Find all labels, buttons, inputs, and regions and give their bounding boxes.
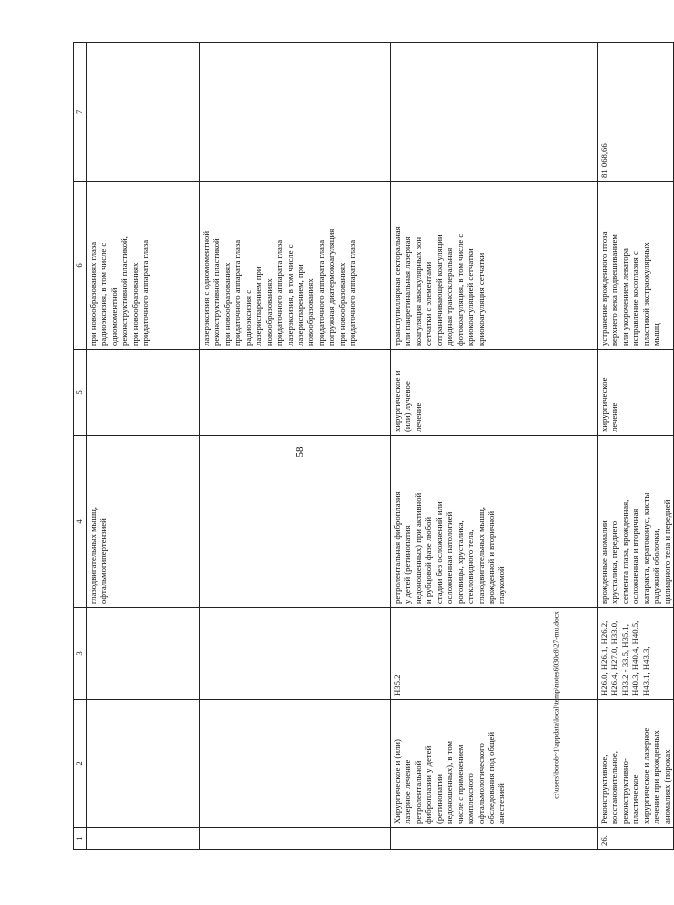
cell-text-line: цилиарного тела и передней bbox=[661, 499, 672, 604]
cost-cell bbox=[391, 43, 598, 182]
cell-text-line: погружная диатермокоагуляция bbox=[326, 228, 337, 346]
cell-text-line: реконструктивно- bbox=[619, 758, 630, 824]
cell-text-line: отграничивающей коагуляции bbox=[433, 234, 444, 346]
file-path-footer: c:\users\borob~1\appdata\local\temp\notes6030c8\27-mu.docx bbox=[551, 611, 561, 799]
cell-text-line: фиброплазии у детей bbox=[423, 745, 434, 824]
cell-text-line: аномалиях (пороках bbox=[661, 749, 672, 824]
cell-text-line: при новообразованиях глаза bbox=[88, 241, 98, 346]
cell-text-line: лазериспарением при bbox=[253, 266, 264, 346]
cost-cell bbox=[200, 43, 391, 182]
diagnosis-cell bbox=[391, 436, 598, 608]
treatment-method-cell bbox=[598, 182, 674, 350]
cell-text-line: мышц bbox=[651, 323, 662, 346]
treatment-type-cell bbox=[200, 350, 391, 436]
care-type-cell bbox=[87, 700, 200, 828]
treatment-type-cell bbox=[87, 350, 200, 436]
cost-cell: 81 068,66 bbox=[598, 43, 674, 182]
column-number: 5 bbox=[74, 350, 87, 436]
cell-text-line: придаточного аппарата глаза bbox=[232, 239, 243, 346]
cell-text-line: лечение bbox=[412, 402, 423, 432]
cell-text-line: стадии без осложнений или bbox=[433, 501, 444, 604]
column-number: 4 bbox=[74, 436, 87, 608]
cell-text-line: диодная транссклеральная bbox=[444, 247, 455, 346]
cell-text-line: комплексного bbox=[465, 773, 476, 824]
cell-text-line: и рубцовой фазе любой bbox=[423, 516, 434, 604]
cell-text-line: криокоагуляция сетчатки bbox=[475, 252, 486, 346]
cell-text-line: недоношенных), в том bbox=[444, 740, 455, 824]
rotated-page bbox=[73, 43, 672, 850]
cell-text-line: ретролентальной bbox=[412, 760, 423, 824]
cell-text-line: анестезией bbox=[496, 783, 507, 824]
cell-text-line: сегмента глаза, врожденная, bbox=[619, 499, 630, 604]
cell-text-line: одномоментной bbox=[108, 287, 119, 346]
cell-text-line: радиоэксизия с bbox=[242, 289, 253, 346]
cell-text-line: устранение врожденного птоза bbox=[599, 231, 609, 346]
cell-text-line: радужной оболочки, bbox=[651, 528, 662, 604]
cell-text-line: придаточного аппарата глаза bbox=[347, 239, 358, 346]
cell-text-line: врожденной и вторичной bbox=[485, 510, 496, 604]
page-number: 58 bbox=[294, 446, 306, 458]
treatment-method-cell bbox=[200, 182, 391, 350]
cell-text-line: хрусталика, переднего bbox=[609, 520, 620, 604]
cell-text-line: криокоагуляцией сетчатки bbox=[465, 248, 476, 346]
cell-text-line: при новообразованиях bbox=[336, 262, 347, 346]
row-number-cell bbox=[87, 828, 200, 850]
treatment-type-cell bbox=[598, 350, 674, 436]
cell-text-line: у детей (ретинопатия bbox=[402, 525, 413, 604]
cell-text-line: сетчатки с элементами bbox=[423, 261, 434, 346]
row-number-cell bbox=[391, 828, 598, 850]
treatment-type-cell bbox=[391, 350, 598, 436]
cell-text-line: ретролентальная фиброплазия bbox=[392, 491, 402, 604]
row-number-cell: 26. bbox=[598, 828, 674, 850]
cell-text-line: придаточного аппарата глаза bbox=[274, 239, 285, 346]
cell-text-line: реконструктивной пластикой, bbox=[119, 236, 130, 346]
column-number: 2 bbox=[74, 700, 87, 828]
row-number-cell bbox=[200, 828, 391, 850]
cell-text-line: лазериспарением, при bbox=[294, 264, 305, 346]
cell-text-line: фотокоагуляция, в том числе с bbox=[454, 233, 465, 346]
cell-text-line: или укорочением леватора bbox=[619, 248, 630, 346]
cell-text-line: коагуляция аваскулярных зон bbox=[412, 237, 423, 346]
diagnosis-cell bbox=[598, 436, 674, 608]
cell-text-line: катаракта, кератоконус, кисты bbox=[640, 492, 651, 604]
diagnosis-cell bbox=[200, 436, 391, 608]
cell-text-line: новообразованиях bbox=[263, 278, 274, 346]
table-row bbox=[200, 43, 391, 850]
cell-text-line: верхнего века подвешиванием bbox=[609, 234, 620, 346]
icd-code-cell: H35.2 bbox=[391, 608, 598, 700]
table-row bbox=[87, 43, 200, 850]
cell-text-line: радиоэксизия, в том числе с bbox=[98, 242, 109, 346]
cell-text-line: Хирургическое и (или) bbox=[392, 739, 402, 824]
cell-text-line: недоношенных) при активной bbox=[412, 492, 423, 604]
cell-text-line: восстановительное, bbox=[609, 751, 620, 824]
cell-text-line: глаукомой bbox=[496, 566, 507, 604]
medical-services-table bbox=[73, 42, 674, 850]
cell-text-line: лазерэксизия с одномоментной bbox=[201, 230, 211, 346]
care-type-cell bbox=[598, 700, 674, 828]
cell-text-line: при новообразованиях bbox=[129, 262, 140, 346]
cell-text-line: лазерэксизия, в том числе с bbox=[284, 244, 295, 346]
cell-text-line: (или) лучевое bbox=[402, 381, 413, 432]
cell-text-line: при новообразованиях bbox=[221, 262, 232, 346]
cell-text-line: офтальмологического bbox=[475, 743, 486, 824]
cell-text-line: врожденные аномалии bbox=[599, 520, 609, 604]
cell-text-line: пластикой экстраокулярных bbox=[640, 242, 651, 346]
treatment-method-cell bbox=[391, 182, 598, 350]
column-number: 1 bbox=[74, 828, 87, 850]
cell-text-line: пластическое bbox=[630, 774, 641, 824]
cell-text-line: осложненная патологией bbox=[444, 511, 455, 604]
cell-text-line: реконструктивной пластикой bbox=[211, 238, 222, 346]
cell-text-line: исправление косоглазия с bbox=[630, 251, 641, 346]
table-row bbox=[598, 43, 674, 850]
cell-text-line: транспупиллярная секторальная bbox=[392, 226, 402, 346]
column-number: 3 bbox=[74, 608, 87, 700]
cell-text-line: стекловидного тела, bbox=[465, 529, 476, 604]
cell-text-line: Реконструктивное, bbox=[599, 754, 609, 824]
cell-text-line: офтальмогипертензией bbox=[98, 518, 109, 604]
icd-code-cell bbox=[87, 608, 200, 700]
table-row bbox=[391, 43, 598, 850]
cell-text-line: хирургическое bbox=[599, 377, 609, 432]
cell-text-line: осложненная и вторичная bbox=[630, 508, 641, 604]
cell-text-line: числе с применением bbox=[454, 744, 465, 824]
diagnosis-cell bbox=[87, 436, 200, 608]
cell-text-line: лечение при врожденных bbox=[651, 730, 662, 824]
column-number: 6 bbox=[74, 182, 87, 350]
cell-text-line: глазодвигательных мышц, bbox=[475, 507, 486, 604]
cell-text-line: (ретинопатии bbox=[433, 774, 444, 824]
cell-text-line: хирургическое и bbox=[392, 370, 402, 432]
cell-text-line: лазерное лечение bbox=[402, 759, 413, 824]
care-type-cell bbox=[391, 700, 598, 828]
cell-text-line: роговицы, хрусталика, bbox=[454, 520, 465, 604]
cell-text-line: лечение bbox=[609, 402, 620, 432]
icd-code-cell bbox=[200, 608, 391, 700]
column-number: 7 bbox=[74, 43, 87, 182]
column-number-row bbox=[74, 43, 87, 850]
cell-text-line: обследования под общей bbox=[485, 731, 496, 824]
treatment-method-cell bbox=[87, 182, 200, 350]
cell-text-line: новообразованиях bbox=[305, 278, 316, 346]
cell-text-line: глазодвигательных мышц, bbox=[88, 507, 98, 604]
icd-code-cell: H26.0, H26.1, H26.2, H26.4, H27.0, H33.0, H33.2 - 33.5, H35.1, H40.3, H40.4, H40.5, H43.1, H43.3, bbox=[598, 608, 674, 700]
cell-text-line: придаточного аппарата глаза bbox=[140, 239, 151, 346]
cell-text-line: или панретинальная лазерная bbox=[402, 236, 413, 346]
care-type-cell bbox=[200, 700, 391, 828]
cost-cell bbox=[87, 43, 200, 182]
cell-text-line: хирургическое и лазерное bbox=[640, 727, 651, 824]
cell-text-line: придаточного аппарата глаза bbox=[315, 239, 326, 346]
